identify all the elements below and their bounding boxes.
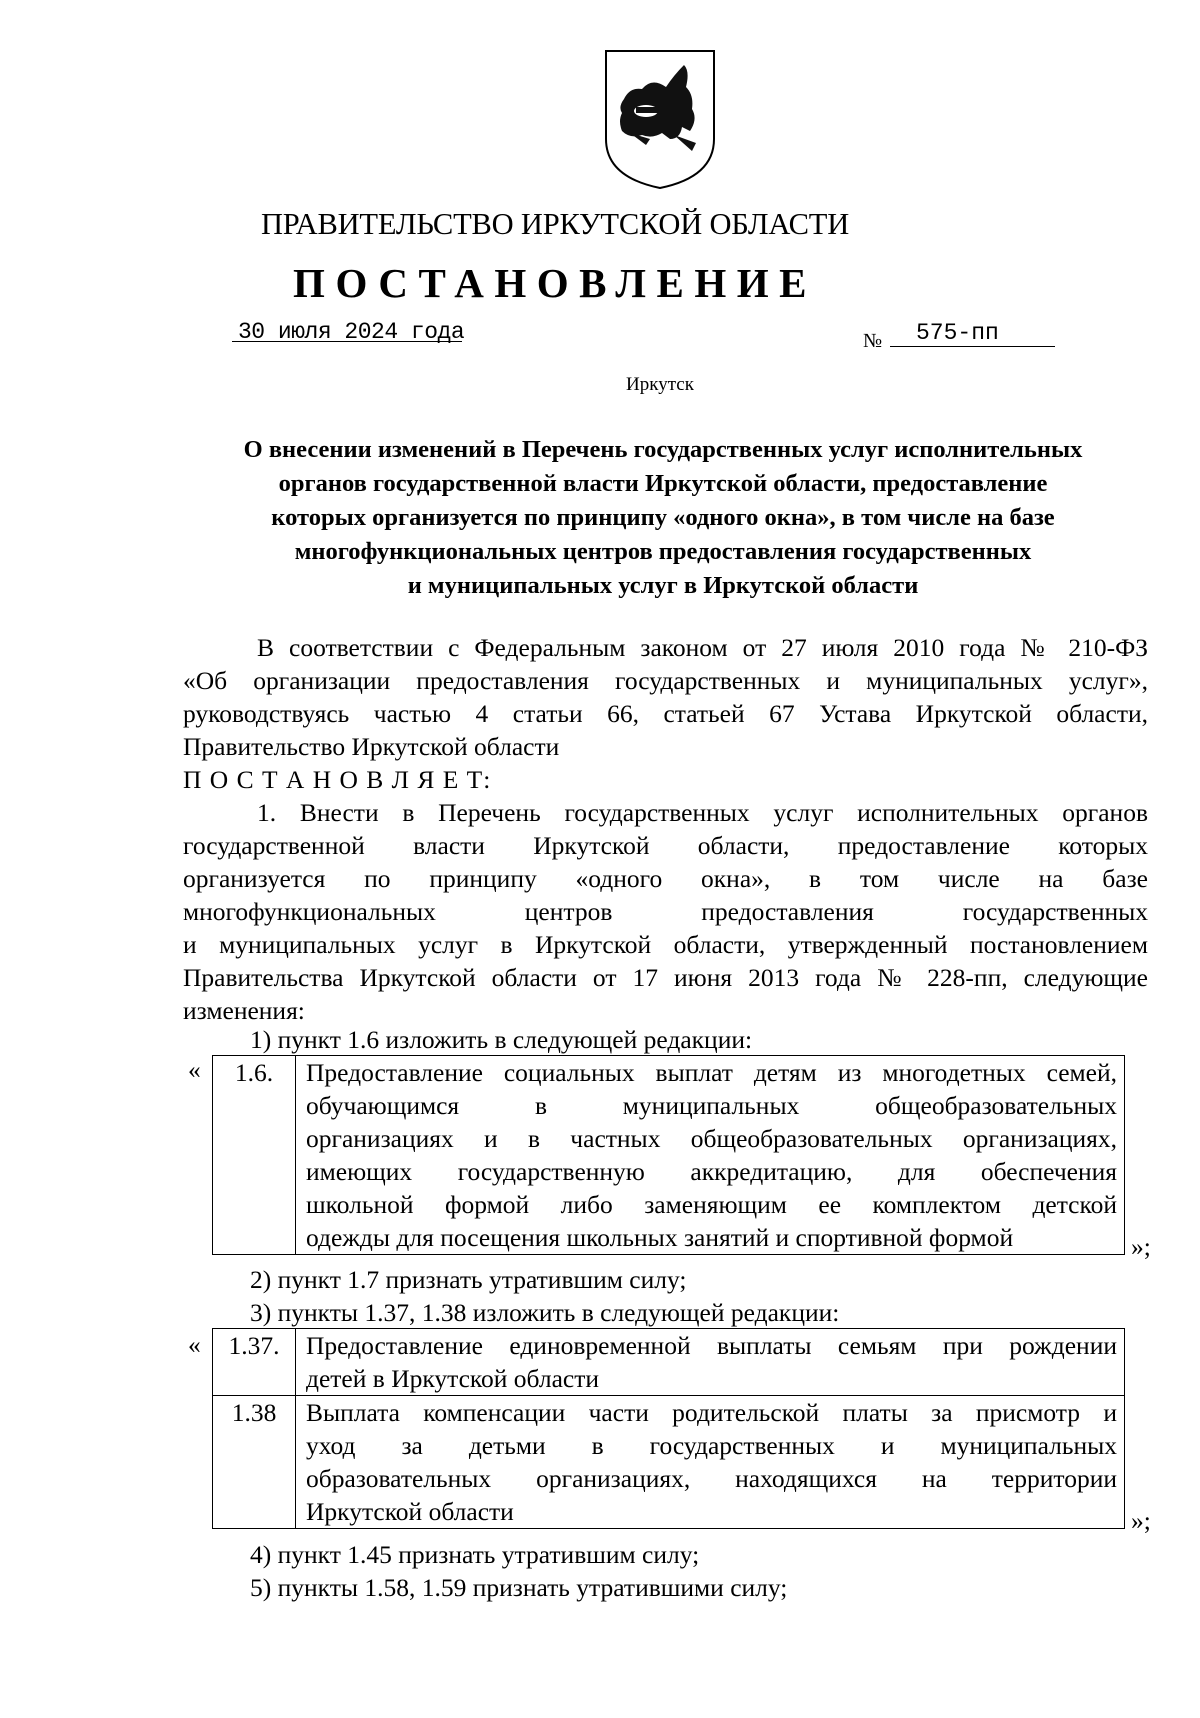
text-line: школьной формой либо заменяющим ее комплектом детской [306, 1190, 1117, 1219]
subject-line: и муниципальных услуг в Иркутской области [407, 572, 919, 599]
city: Иркутск [626, 374, 694, 395]
document-date: 30 июля 2024 года [238, 319, 465, 345]
item-number: 1.38 [213, 1396, 296, 1529]
text-line: уход за детьми в государственных и муниципальных [306, 1431, 1117, 1460]
irkutsk-coat-of-arms-icon [600, 47, 720, 192]
item1-line: государственной власти Иркутской области, предоставление которых [183, 831, 1148, 860]
amendment-table-2 [212, 1328, 1125, 1529]
subitem-4: 4) пункт 1.45 признать утратившим силу; [250, 1540, 700, 1569]
preamble-line: «Об организации предоставления государственных и муниципальных услуг», [183, 666, 1148, 695]
item-text [296, 1056, 1125, 1255]
text-line: образовательных организациях, находящихся на территории [306, 1464, 1117, 1493]
document-number: 575-пп [916, 320, 999, 346]
number-field [890, 320, 1055, 347]
item1-line: многофункциональных центров предоставления государственных [183, 897, 1148, 926]
item1-line: и муниципальных услуг в Иркутской области, утвержденный постановлением [183, 930, 1148, 959]
table-row [213, 1396, 1125, 1529]
preamble-line: руководствуясь частью 4 статьи 66, статьей 67 Устава Иркутской области, [183, 699, 1148, 728]
resolves-word: П О С Т А Н О В Л Я Е Т: [183, 765, 492, 794]
subitem-2: 2) пункт 1.7 признать утратившим силу; [250, 1265, 687, 1294]
close-quote: »; [1131, 1232, 1151, 1261]
text-line: имеющих государственную аккредитацию, для обеспечения [306, 1157, 1117, 1186]
preamble-line: В соответствии с Федеральным законом от 27 июля 2010 года № 210-ФЗ [257, 633, 1148, 662]
item-text [296, 1396, 1125, 1529]
subject-line: многофункциональных центров предоставления государственных [294, 538, 1032, 565]
subject-line: О внесении изменений в Перечень государственных услуг исполнительных [243, 436, 1083, 463]
close-quote: »; [1131, 1506, 1151, 1535]
number-sign: № [863, 330, 883, 352]
text-line: Предоставление социальных выплат детям из многодетных семей, [306, 1058, 1117, 1087]
subject-line: органов государственной власти Иркутской области, предоставление [278, 470, 1048, 497]
open-quote: « [188, 1055, 201, 1084]
item-text [296, 1329, 1125, 1396]
text-line: Предоставление единовременной выплаты семьям при рождении [306, 1331, 1117, 1360]
item1-line: Правительства Иркутской области от 17 июня 2013 года № 228-пп, следующие [183, 963, 1148, 992]
government-title: ПРАВИТЕЛЬСТВО ИРКУТСКОЙ ОБЛАСТИ [260, 207, 850, 241]
subitem-1: 1) пункт 1.6 изложить в следующей редакции: [250, 1025, 753, 1054]
preamble-line: Правительство Иркутской области [183, 732, 560, 761]
subitem-3: 3) пункты 1.37, 1.38 изложить в следующей редакции: [250, 1298, 840, 1327]
text-line: одежды для посещения школьных занятий и спортивной формой [306, 1223, 1014, 1252]
document-subject [178, 433, 1148, 603]
item1-line: организуется по принципу «одного окна», в том числе на базе [183, 864, 1148, 893]
item1-line: 1. Внести в Перечень государственных услуг исполнительных органов [257, 798, 1148, 827]
amendment-table-1 [212, 1055, 1125, 1255]
text-line: детей в Иркутской области [306, 1364, 600, 1393]
date-field [232, 315, 465, 345]
text-line: Выплата компенсации части родительской платы за присмотр и [306, 1398, 1117, 1427]
table-row [213, 1056, 1125, 1255]
item1-line: изменения: [183, 996, 305, 1025]
table-row [213, 1329, 1125, 1396]
document-type: ПОСТАНОВЛЕНИЕ [293, 260, 817, 306]
open-quote: « [188, 1330, 201, 1359]
item-number: 1.6. [213, 1056, 296, 1255]
subject-line: которых организуется по принципу «одного окна», в том числе на базе [271, 504, 1055, 531]
text-line: обучающимся в муниципальных общеобразовательных [306, 1091, 1117, 1120]
text-line: Иркутской области [306, 1497, 514, 1526]
text-line: организациях и в частных общеобразовательных организациях, [306, 1124, 1117, 1153]
item-number: 1.37. [213, 1329, 296, 1396]
subitem-5: 5) пункты 1.58, 1.59 признать утратившими силу; [250, 1573, 788, 1602]
